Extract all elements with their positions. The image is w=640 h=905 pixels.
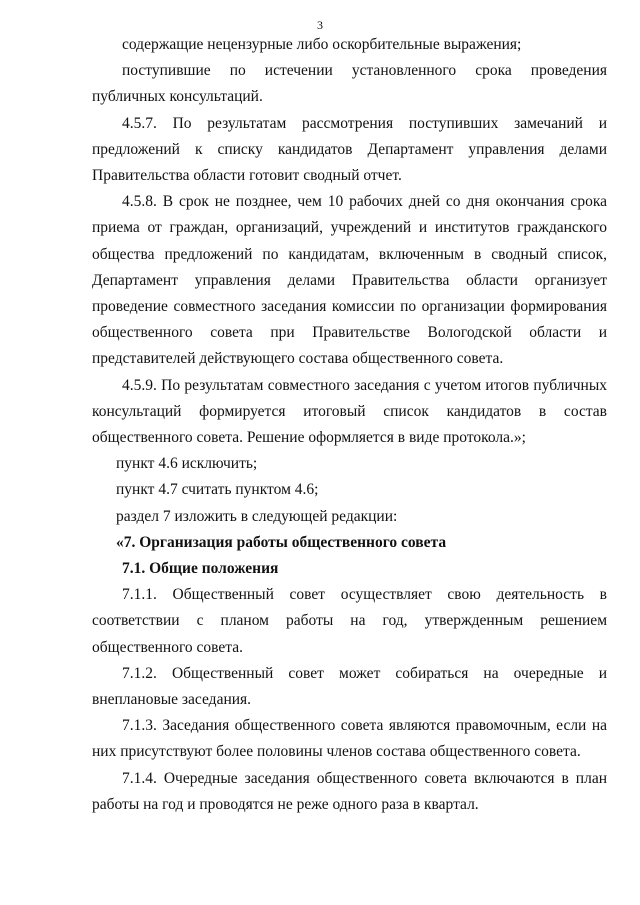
section-heading-7: «7. Организация работы общественного совета bbox=[116, 533, 447, 551]
paragraph-7-1-2: 7.1.2. Общественный совет может собираться на очередные и внеплановые заседания. bbox=[92, 664, 607, 709]
page-number: 3 bbox=[317, 18, 323, 32]
paragraph-section-7: раздел 7 изложить в следующей редакции: bbox=[116, 507, 398, 525]
paragraph-1: содержащие нецензурные либо оскорбительные выражения; bbox=[122, 36, 522, 53]
paragraph-7-1-4: 7.1.4. Очередные заседания общественного совета включаются в план работы на год и проводятся не реже одного раза в квартал. bbox=[92, 769, 607, 813]
paragraph-item-4-7: пункт 4.7 считать пунктом 4.6; bbox=[116, 481, 319, 499]
subsection-heading-7-1: 7.1. Общие положения bbox=[122, 560, 279, 578]
paragraph-7-1-1: 7.1.1. Общественный совет осуществляет свою деятельность в соответствии с планом работы на год, утвержденным решением общественного совета. bbox=[92, 586, 607, 656]
paragraph-4-5-8: 4.5.8. В срок не позднее, чем 10 рабочих дней со дня окончания срока приема от граждан, организаций, учреждений и институтов гражданского общества предложений по кандидатам, включенным в сводный список, Департамент управления делами Правительства области организует проведение совместного заседания комиссии по организации формирования общественного совета при Правительстве Вологодской области и представителей действующего состава общественного совета. bbox=[92, 193, 607, 368]
paragraph-4-5-9: 4.5.9. По результатам совместного заседания с учетом итогов публичных консультаций формируется итоговый список кандидатов в состав общественного совета. Решение оформляется в виде протокола.»; bbox=[92, 376, 607, 447]
document-body bbox=[92, 32, 607, 818]
paragraph-item-4-6: пункт 4.6 исключить; bbox=[116, 455, 258, 473]
paragraph-2: поступившие по истечении установленного срока проведения публичных консультаций. bbox=[92, 62, 607, 106]
paragraph-4-5-7: 4.5.7. По результатам рассмотрения поступивших замечаний и предложений к списку кандидатов Департамент управления делами Правительства области готовит сводный отчет. bbox=[92, 114, 607, 185]
paragraph-7-1-3: 7.1.3. Заседания общественного совета являются правомочным, если на них присутствуют более половины членов состава общественного совета. bbox=[92, 717, 607, 761]
